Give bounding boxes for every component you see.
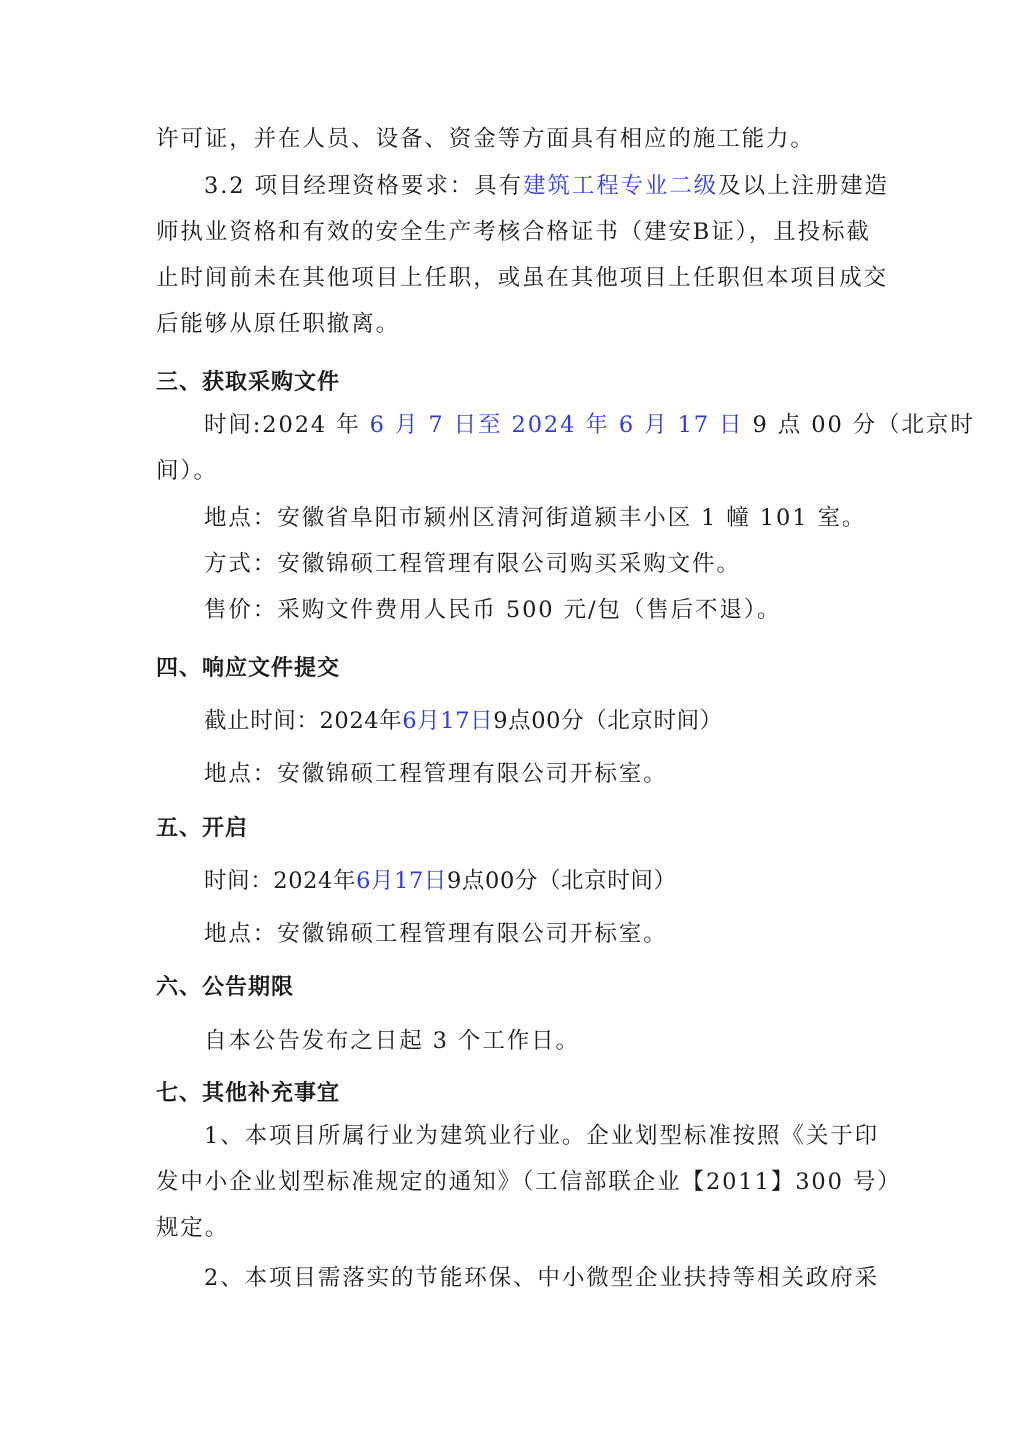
section-7-item1-cont: 发中小企业划型标准规定的通知》（工信部联企业【2011】300 号） [156,1169,902,1195]
section-3-time-cont: 间）。 [156,458,218,484]
deadline-rest: 9点00分（北京时间） [493,708,723,734]
section-7-item1: 1、本项目所属行业为建筑业行业。企业划型标准按照《关于印 [204,1123,880,1149]
section-4-deadline [204,706,924,736]
section-5-time [204,866,924,896]
section-3-location: 地点：安徽省阜阳市颍州区清河街道颍丰小区 1 幢 101 室。 [204,505,867,531]
time-label: 时间：2024年 [204,868,357,894]
section-3-price: 售价：采购文件费用人民币 500 元/包（售后不退）。 [204,597,782,623]
section-5-location: 地点：安徽锦硕工程管理有限公司开标室。 [204,921,668,947]
section-3-method: 方式：安徽锦硕工程管理有限公司购买采购文件。 [204,551,741,577]
section-4-heading: 四、响应文件提交 [156,656,341,681]
requirement-highlight: 建筑工程专业二级 [522,173,719,199]
time-range: 6 月 7 日至 2024 年 6 月 17 日 [369,412,744,438]
time-rest: 9 点 00 分（北京时 [752,412,975,438]
section-6-body: 自本公告发布之日起 3 个工作日。 [204,1028,580,1054]
section-3-time [204,410,975,440]
section-5-heading: 五、开启 [156,816,249,841]
section-3-heading: 三、获取采购文件 [156,370,341,395]
deadline-label: 截止时间：2024年 [204,708,403,734]
section-4-location: 地点：安徽锦硕工程管理有限公司开标室。 [204,761,668,787]
requirement-3-2 [204,171,924,201]
section-6-heading: 六、公告期限 [156,975,295,1000]
paragraph-line: 止时间前未在其他项目上任职，或虽在其他项目上任职但本项目成交 [156,265,889,291]
requirement-prefix: 3.2 项目经理资格要求：具有 [204,173,523,199]
time-rest: 9点00分（北京时间） [447,868,677,894]
paragraph-line: 许可证，并在人员、设备、资金等方面具有相应的施工能力。 [156,126,815,152]
requirement-suffix: 及以上注册建造 [718,173,889,199]
section-7-item1-cont: 规定。 [156,1215,230,1241]
time-date: 6月17日 [356,868,448,894]
section-7-item2: 2、本项目需落实的节能环保、中小微型企业扶持等相关政府采 [204,1265,880,1291]
paragraph-line: 师执业资格和有效的安全生产考核合格证书（建安B证），且投标截 [156,219,871,245]
section-7-heading: 七、其他补充事宜 [156,1081,341,1106]
time-label: 时间:2024 年 [204,412,361,438]
deadline-date: 6月17日 [402,708,494,734]
paragraph-line: 后能够从原任职撤离。 [156,311,401,337]
